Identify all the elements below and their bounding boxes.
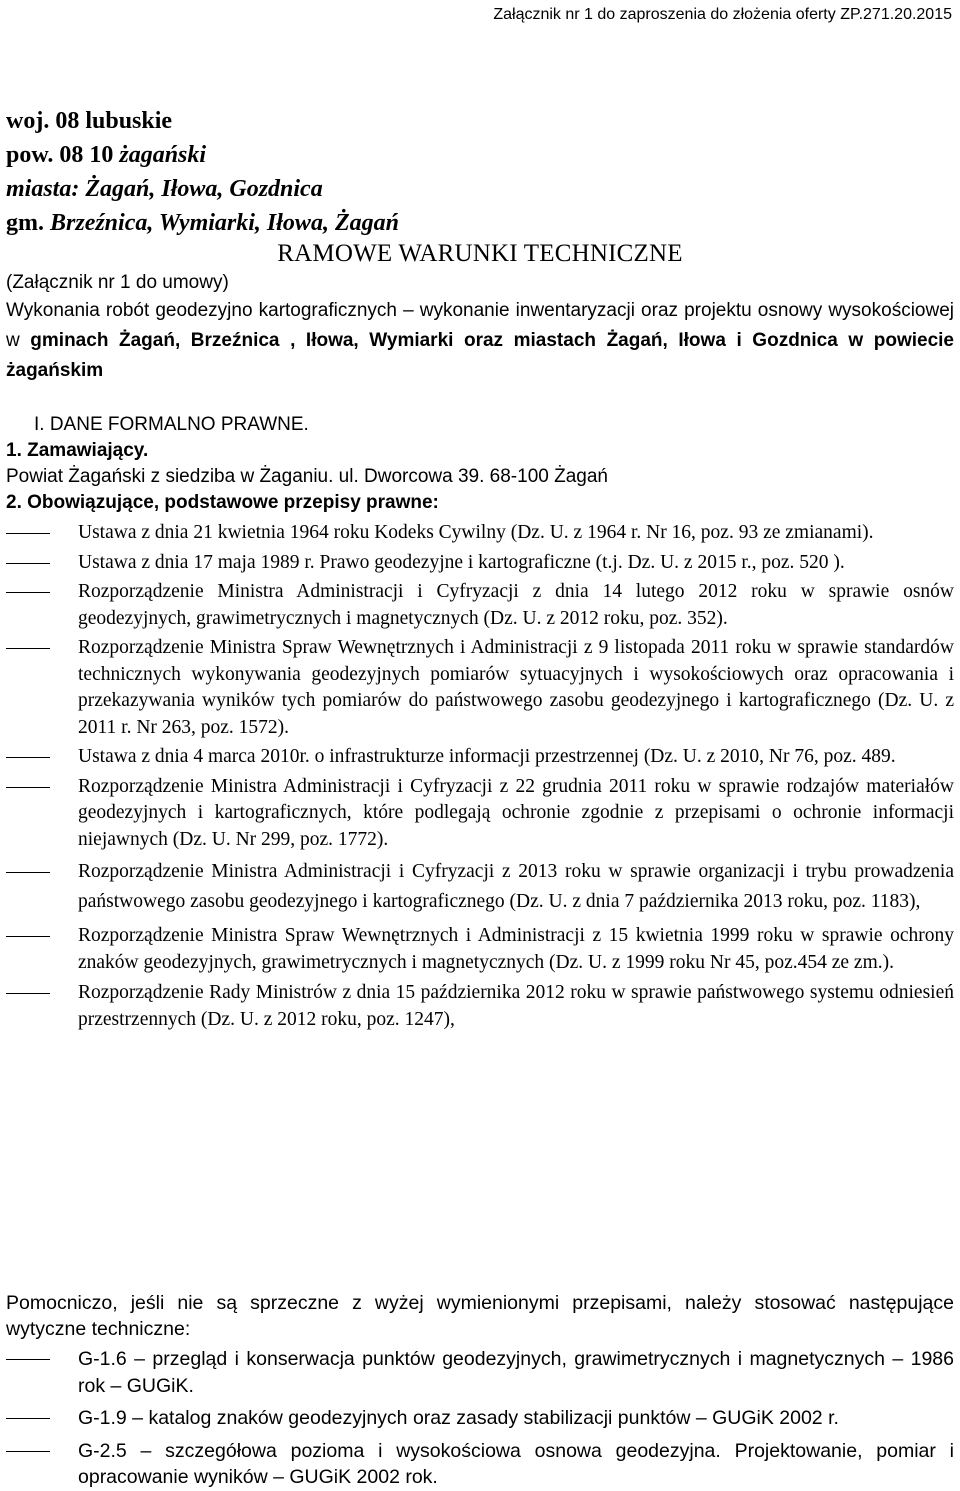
dash-bullet xyxy=(6,533,50,534)
law-item: Rozporządzenie Ministra Administracji i Cyfryzacji z dnia 14 lutego 2012 roku w sprawie osnów geodezyjnych, grawimetrycznych i magnetycznych (Dz. U. z 2012 roku, poz. 352). xyxy=(6,579,954,632)
auxiliary-paragraph: Pomocniczo, jeśli nie są sprzeczne z wyżej wymienionymi przepisami, należy stosować następujące wytyczne techniczne: xyxy=(6,1292,954,1340)
guideline-item: G-1.6 – przegląd i konserwacja punktów geodezyjnych, grawimetrycznych i magnetycznych – 1986 rok – GUGiK. xyxy=(6,1346,954,1399)
dash-bullet xyxy=(6,757,50,758)
guidelines-list xyxy=(6,1346,954,1491)
county-name: żagański xyxy=(119,142,207,168)
dash-bullet xyxy=(6,787,50,788)
dash-bullet xyxy=(6,1451,50,1452)
law-item: Ustawa z dnia 21 kwietnia 1964 roku Kodeks Cywilny (Dz. U. z 1964 r. Nr 16, poz. 93 ze zmianami). xyxy=(6,520,954,547)
location-block xyxy=(6,104,946,240)
guideline-item: G-1.9 – katalog znaków geodezyjnych oraz zasady stabilizacji punktów – GUGiK 2002 r. xyxy=(6,1405,954,1432)
dash-bullet xyxy=(6,936,50,937)
document-title: RAMOWE WARUNKI TECHNICZNE xyxy=(277,240,683,267)
dash-bullet xyxy=(6,592,50,593)
annex-note: (Załącznik nr 1 do umowy) xyxy=(6,272,229,293)
orderer-address: Powiat Żagański z siedziba w Żaganiu. ul. Dworcowa 39. 68-100 Żagań xyxy=(6,466,608,487)
dash-bullet xyxy=(6,563,50,564)
dash-bullet xyxy=(6,648,50,649)
dash-bullet xyxy=(6,872,50,873)
laws-list xyxy=(6,520,954,1033)
law-item: Rozporządzenie Ministra Administracji i Cyfryzacji z 22 grudnia 2011 roku w sprawie rodzajów materiałów geodezyjnych i kartograficznych, które podlegają ochronie zgodnie z przepisami o ochronie informacji niejawnych (Dz. U. Nr 299, poz. 1772). xyxy=(6,774,954,854)
law-item: Rozporządzenie Ministra Spraw Wewnętrznych i Administracji z 9 listopada 2011 roku w sprawie standardów technicznych wykonywania geodezyjnych pomiarów sytuacyjnych i wysokościowych oraz opracowania i przekazywania wyników tych pomiarów do państwowego zasobu geodezyjnego i kartograficznego (Dz. U. z 2011 r. Nr 263, poz. 1572). xyxy=(6,635,954,741)
header-note: Załącznik nr 1 do zaproszenia do złożenia oferty ZP.271.20.2015 xyxy=(493,6,952,23)
intro-bold-scope: gminach Żagań, Brzeźnica , Iłowa, Wymiarki oraz miastach Żagań, Iłowa i Gozdnica w powiecie żagańskim xyxy=(6,330,954,381)
subsection-laws-heading: 2. Obowiązujące, podstawowe przepisy prawne: xyxy=(6,492,439,513)
law-item: Rozporządzenie Rady Ministrów z dnia 15 października 2012 roku w sprawie państwowego systemu odniesień przestrzennych (Dz. U. z 2012 roku, poz. 1247), xyxy=(6,980,954,1033)
law-item: Rozporządzenie Ministra Spraw Wewnętrznych i Administracji z 15 kwietnia 1999 roku w sprawie ochrony znaków geodezyjnych, grawimetrycznych i magnetycznych (Dz. U. z 1999 roku Nr 45, poz.454 ze zm.). xyxy=(6,923,954,976)
section-heading: I. DANE FORMALNO PRAWNE. xyxy=(34,414,309,435)
law-item: Rozporządzenie Ministra Administracji i Cyfryzacji z 2013 roku w sprawie organizacji i trybu prowadzenia państwowego zasobu geodezyjnego i kartograficznego (Dz. U. z dnia 7 października 2013 roku, poz. 1183), xyxy=(6,857,954,917)
law-item: Ustawa z dnia 4 marca 2010r. o infrastrukturze informacji przestrzennej (Dz. U. z 2010, Nr 76, poz. 489. xyxy=(6,744,954,771)
dash-bullet xyxy=(6,1418,50,1419)
voivodeship-line: woj. 08 lubuskie xyxy=(6,108,173,134)
communes-list: Brzeźnica, Wymiarki, Iłowa, Żagań xyxy=(50,210,399,236)
intro-paragraph: Wykonania robót geodezyjno kartograficznych – wykonanie inwentaryzacji oraz projektu osnowy wysokościowej w gminach Żagań, Brzeźnica , Iłowa, Wymiarki oraz miastach Żagań, Iłowa i Gozdnica w powiecie żagańskim xyxy=(6,300,954,381)
dash-bullet xyxy=(6,1359,50,1360)
guideline-item: G-2.5 – szczegółowa pozioma i wysokościowa osnowa geodezyjna. Projektowanie, pomiar i opracowanie wyników – GUGiK 2002 rok. xyxy=(6,1438,954,1491)
subsection-orderer-heading: 1. Zamawiający. xyxy=(6,440,149,461)
county-line: pow. 08 10 żagański xyxy=(6,142,207,168)
cities-list: Żagań, Iłowa, Gozdnica xyxy=(85,176,323,202)
dash-bullet xyxy=(6,993,50,994)
law-item: Ustawa z dnia 17 maja 1989 r. Prawo geodezyjne i kartograficzne (t.j. Dz. U. z 2015 r., poz. 520 ). xyxy=(6,550,954,577)
cities-line: miasta: Żagań, Iłowa, Gozdnica xyxy=(6,176,323,202)
communes-line: gm. Brzeźnica, Wymiarki, Iłowa, Żagań xyxy=(6,210,399,236)
